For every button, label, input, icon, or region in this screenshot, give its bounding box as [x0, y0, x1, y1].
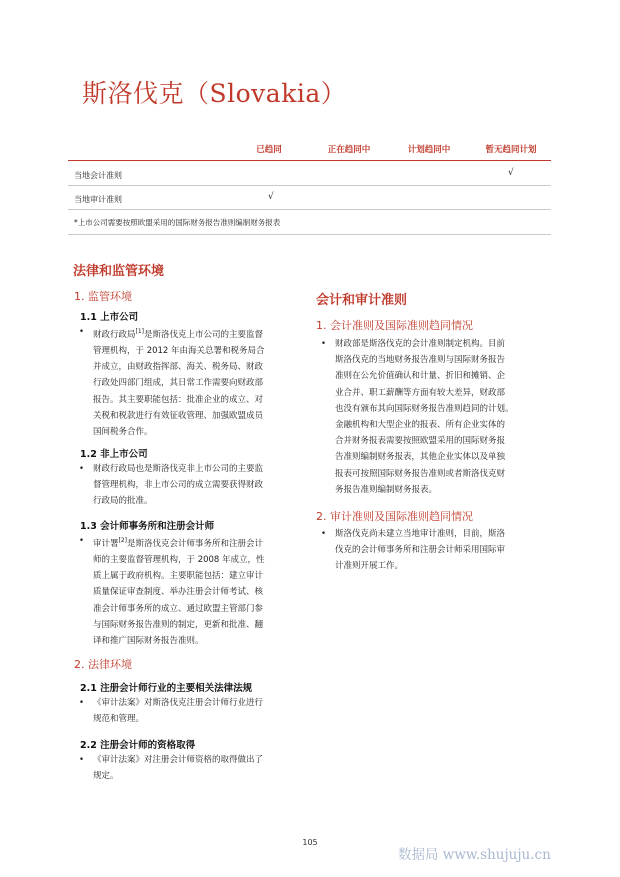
col-header-converged: 已趋同 — [256, 145, 282, 155]
bullet-unlisted: • 财政行政局也是斯洛伐克非上市公司的主要监 督管理机构，非上市公司的成立需要获得财政 行政局的批准。 — [93, 461, 305, 510]
bullet-firms: • 审计署[2]是斯洛伐克会计师事务所和注册会计 师的主要监督管理机构，于 2008 年成立，性 质上属于政府机构。主要职能包括：建立审计 质量保证审查制度、举办注册会计师考试、核 准会计师事务所的成立、通过欧盟主管部门参 与国际财务报告准则的制定，更新和批准、翻 译和推广国际财务报告准则。 — [93, 533, 305, 649]
bullet-dot: • — [321, 339, 327, 349]
subheading-accounting: 1. 会计准则及国际准则趋同情况 — [316, 319, 473, 332]
subheading-auditing: 2. 审计准则及国际准则趋同情况 — [316, 510, 473, 523]
bullet-auditing: • 斯洛伐克尚未建立当地审计准则，目前，斯洛 伐克的会计师事务所和注册会计师采用国际审 计准则开展工作。 — [335, 526, 549, 575]
page-title: 斯洛伐克（Slovakia） — [82, 79, 347, 108]
bullet-dot: • — [79, 755, 85, 765]
section-heading-standards: 会计和审计准则 — [316, 293, 408, 308]
col-header-planned: 计划趋同中 — [407, 145, 451, 155]
bullet-dot: • — [79, 464, 85, 474]
bullet-dot: • — [79, 327, 85, 337]
subheading-legal: 2. 法律环境 — [74, 658, 132, 671]
subheading-regulatory: 1. 监管环境 — [74, 290, 132, 303]
minor-heading-unlisted: 1.2 非上市公司 — [80, 449, 148, 460]
bullet-dot: • — [79, 698, 85, 708]
watermark: 数据局 www.shujuju.cn — [398, 847, 551, 863]
col-header-converging: 正在趋同中 — [327, 145, 371, 155]
bullet-qualification: • 《审计法案》对注册会计师资格的取得做出了 规定。 — [93, 752, 305, 784]
minor-heading-listed: 1.1 上市公司 — [80, 312, 139, 323]
minor-heading-laws: 2.1 注册会计师行业的主要相关法律法规 — [80, 683, 253, 694]
table-row-divider — [68, 209, 551, 210]
col-header-no-plan: 暂无趋同计划 — [485, 145, 537, 155]
section-heading-legal: 法律和监管环境 — [73, 264, 165, 279]
minor-heading-firms: 1.3 会计师事务所和注册会计师 — [80, 521, 215, 532]
bullet-dot: • — [79, 536, 85, 546]
table-header-rule — [68, 160, 551, 161]
minor-heading-qualification: 2.2 注册会计师的资格取得 — [80, 740, 196, 751]
check-mark: √ — [268, 192, 274, 202]
table-row-label: 当地审计准则 — [74, 195, 122, 204]
table-footnote: *上市公司需要按照欧盟采用的国际财务报告准则编制财务报表 — [74, 218, 281, 227]
table-bottom-rule — [68, 234, 551, 235]
table-row-divider — [68, 185, 551, 186]
bullet-listed: • 财政行政局[1]是斯洛伐克上市公司的主要监督 管理机构，于 2012 年由海关总署和税务局合 并成立，由财政指挥部、海关、税务局、财政 行政处四部门组成，其日常工作需要向财政部 报告。其主要职能包括：批准企业的成立、对 关税和税款进行有效征收管理、加强欧盟成员 国间税务合作。 — [93, 324, 305, 440]
page-number: 105 — [302, 838, 318, 847]
table-row-label: 当地会计准则 — [74, 171, 122, 180]
bullet-accounting: • 财政部是斯洛伐克的会计准则制定机构。目前 斯洛伐克的当地财务报告准则与国际财务报告 准则在公允价值确认和计量、折旧和摊销、企 业合并、职工薪酬等方面有较大差异，财政部 也没有颁布其向国际财务报告准则趋同的计划。 金融机构和大型企业的报表、所有企业实体的 合并财务报表需要按照欧盟采用的国际财务报 告准则编制财务报表，其他企业实体以及单独 报表可按照国际财务报告准则或者斯洛伐克财 务报告准则编制财务报表。 — [335, 336, 549, 498]
bullet-dot: • — [321, 529, 327, 539]
bullet-laws: • 《审计法案》对斯洛伐克注册会计师行业进行 规范和管理。 — [93, 695, 305, 727]
check-mark: √ — [508, 168, 514, 178]
